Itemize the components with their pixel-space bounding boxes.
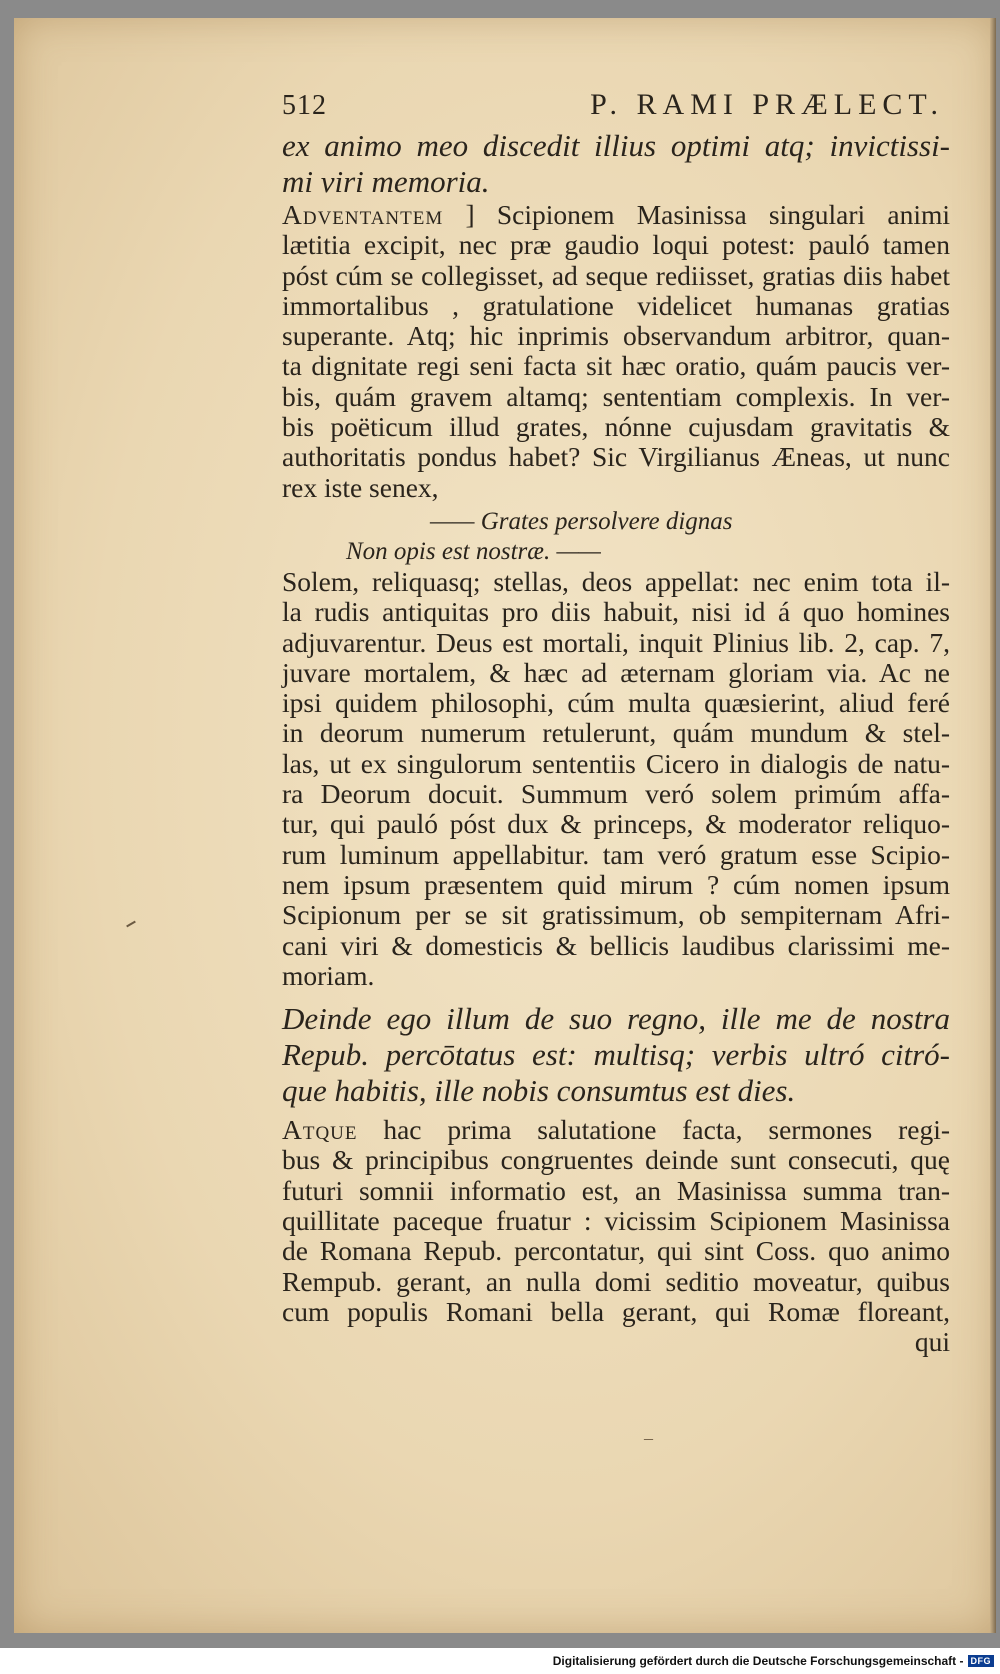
verse-quotation-line: Non opis est nostræ. —— xyxy=(346,537,601,565)
text-block xyxy=(282,88,950,1358)
paragraph-line: quillitate paceque fruatur : vicissim Scipionem Masinissa xyxy=(282,1205,950,1237)
paragraph-line: in deorum numerum retulerunt, quám mundum & stel- xyxy=(282,717,950,749)
paragraph-line: bis, quám gravem altamq; sententiam complexis. In ver- xyxy=(282,380,950,412)
stray-dash-mark: – xyxy=(644,1428,653,1448)
paragraph-lead-word: Atque xyxy=(282,1114,358,1146)
dfg-logo: DFG xyxy=(968,1655,995,1667)
paragraph-line: ipsi quidem philosophi, cúm multa quæsierint, aliud feré xyxy=(282,687,950,719)
paragraph-line: juvare mortalem, & hæc ad æternam gloriam via. Ac ne xyxy=(282,656,950,688)
paragraph-line: Rempub. gerant, an nulla domi seditio moveatur, quibus xyxy=(282,1265,950,1297)
lemma-line: que habitis, ille nobis consumtus est dies. xyxy=(282,1073,796,1109)
paragraph-line: cum populis Romani bella gerant, qui Romæ floreant, xyxy=(282,1295,950,1327)
paragraph-line: rum luminum appellabitur. tam veró gratum esse Scipio- xyxy=(282,838,950,870)
paragraph-line: Solem, reliquasq; stellas, deos appellat: nec enim tota il- xyxy=(282,565,950,597)
paragraph-line: tur, qui pauló póst dux & princeps, & moderator reliquo- xyxy=(282,808,950,840)
paragraph-line: authoritatis pondus habet? Sic Virgilianus Æneas, ut nunc xyxy=(282,441,950,473)
paragraph-line: rex iste senex, xyxy=(282,471,439,503)
paragraph-line: superante. Atq; hic inprimis observandum arbitror, quan- xyxy=(282,320,950,352)
paragraph-line: futuri somnii informatio est, an Masinissa summa tran- xyxy=(282,1174,950,1206)
paragraph-line: bus & principibus congruentes deinde sunt consecuti, quę xyxy=(282,1144,950,1176)
paragraph-line: de Romana Repub. percontatur, qui sint Coss. quo animo xyxy=(282,1235,950,1267)
paragraph-lead-word: Adventantem xyxy=(282,199,444,230)
paragraph-line: nem ipsum præsentem quid mirum ? cúm nomen ipsum xyxy=(282,868,950,900)
lemma-line: Deinde ego illum de suo regno, ille me de nostra xyxy=(282,1001,950,1037)
paragraph-line: moriam. xyxy=(282,959,375,991)
paragraph-line: ra Deorum docuit. Summum veró solem primúm affa- xyxy=(282,778,950,810)
running-title: P. RAMI PRÆLECT. xyxy=(590,88,944,121)
paragraph-line xyxy=(282,200,950,230)
lemma-line: mi viri memoria. xyxy=(282,164,490,199)
paragraph-line-text: ] Scipionem Masinissa singulari animi xyxy=(443,199,950,230)
paragraph-line: immortalibus , gratulatione videlicet humanas gratias xyxy=(282,289,950,321)
paragraph-line: cani viri & domesticis & bellicis laudibus clarissimi me- xyxy=(282,929,950,961)
paragraph-line: póst cúm se collegisset, ad seque rediisset, gratias diis habet xyxy=(282,259,950,291)
running-head xyxy=(282,88,950,122)
book-page xyxy=(14,18,996,1633)
digitization-credit xyxy=(553,1654,994,1668)
paragraph-line: las, ut ex singulorum sententiis Cicero in dialogis de natu- xyxy=(282,747,950,779)
folio-number: 512 xyxy=(282,90,327,121)
lemma-line: ex animo meo discedit illius optimi atq; invictissi- xyxy=(282,128,950,163)
lemma-line: Repub. percōtatus est: multisq; verbis ultró citró- xyxy=(282,1037,950,1073)
paragraph-line: Scipionum per se sit gratissimum, ob sempiternam Afri- xyxy=(282,899,950,931)
paragraph-line: bis poëticum illud grates, nónne cujusdam gravitatis & xyxy=(282,411,950,443)
stray-ink-mark xyxy=(126,921,136,928)
paragraph-line xyxy=(282,1115,950,1145)
verse-quotation-line: —— Grates persolvere dignas xyxy=(430,507,733,535)
catchword: qui xyxy=(914,1326,950,1358)
paragraph-line-text: hac prima salutatione facta, sermones regi- xyxy=(357,1114,950,1146)
page-edge xyxy=(990,18,996,1633)
paragraph-line: la rudis antiquitas pro diis habuit, nisi id á quo homines xyxy=(282,596,950,628)
paragraph-line: adjuvarentur. Deus est mortali, inquit Plinius lib. 2, cap. 7, xyxy=(282,626,950,658)
paragraph-line: lætitia excipit, nec præ gaudio loqui potest: pauló tamen xyxy=(282,229,950,261)
credit-text: Digitalisierung gefördert durch die Deutsche Forschungsgemeinschaft - xyxy=(552,1654,964,1668)
paragraph-line: ta dignitate regi seni facta sit hæc oratio, quám paucis ver- xyxy=(282,350,950,382)
